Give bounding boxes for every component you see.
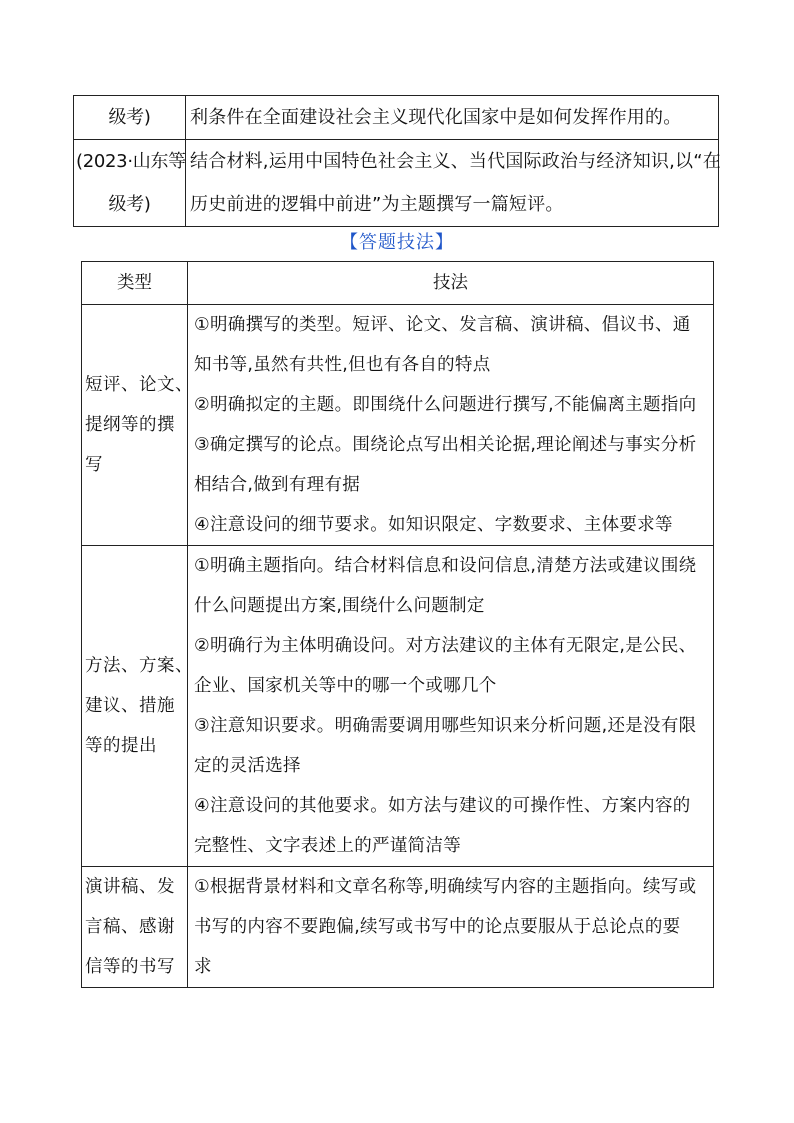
text-line: 利条件在全面建设社会主义现代化国家中是如何发挥作用的。 [190, 107, 682, 128]
text-line: 等的提出 [85, 736, 157, 756]
type-cell [82, 305, 193, 546]
text-line: 言稿、感谢 [85, 917, 175, 937]
text-line: 定的灵活选择 [194, 756, 301, 776]
text-line: ③注意知识要求。明确需要调用哪些知识来分析问题,还是没有限 [194, 716, 697, 736]
text-line: ④注意设问的其他要求。如方法与建议的可操作性、方案内容的 [194, 796, 691, 816]
type-cell [82, 546, 193, 867]
table-row [82, 867, 714, 988]
text-line: 求 [194, 957, 212, 977]
table-row [82, 546, 714, 867]
text-line: 什么问题提出方案,围绕什么问题制定 [194, 596, 485, 616]
table-row [82, 305, 714, 546]
text-line: ④注意设问的细节要求。如知识限定、字数要求、主体要求等 [194, 515, 673, 535]
text-line: 知书等,虽然有共性,但也有各自的特点 [194, 355, 491, 375]
text-line: 短评、论文、 [85, 375, 193, 395]
question-cell [186, 96, 719, 140]
section-heading: 【答题技法】 [340, 232, 454, 253]
text-line: ②明确行为主体明确设问。对方法建议的主体有无限定,是公民、 [194, 636, 697, 656]
text-line: ②明确拟定的主题。即围绕什么问题进行撰写,不能偏离主题指向 [194, 395, 697, 415]
exam-source-cell [74, 140, 186, 227]
text-line: 建议、措施 [85, 696, 175, 716]
text-line: ①明确撰写的类型。短评、论文、发言稿、演讲稿、倡议书、通 [194, 315, 691, 335]
text-line: 信等的书写 [85, 957, 175, 977]
column-header-technique: 技法 [188, 262, 714, 305]
text-line: 方法、方案、 [85, 656, 193, 676]
question-cell [186, 140, 719, 227]
technique-table [81, 261, 714, 988]
text-line: ①根据背景材料和文章名称等,明确续写内容的主题指向。续写或 [194, 877, 697, 897]
text-line: 级考) [108, 107, 151, 128]
text-line: 历史前进的逻辑中前进”为主题撰写一篇短评。 [190, 194, 564, 215]
table-row [74, 96, 719, 140]
text-line: ①明确主题指向。结合材料信息和设问信息,清楚方法或建议围绕 [194, 556, 697, 576]
exam-question-table [73, 95, 719, 227]
technique-cell [188, 867, 714, 988]
exam-source-cell [74, 96, 186, 140]
text-line: (2023·山东等 [76, 151, 186, 172]
table-header-row [82, 262, 714, 305]
text-line: 完整性、文字表述上的严谨简洁等 [194, 836, 461, 856]
column-header-type: 类型 [82, 262, 188, 305]
text-line: 书写的内容不要跑偏,续写或书写中的论点要服从于总论点的要 [194, 917, 681, 937]
technique-cell [188, 546, 714, 867]
text-line: 提纲等的撰 [85, 415, 175, 435]
text-line: 级考) [108, 194, 151, 215]
text-line: 写 [85, 455, 103, 475]
text-line: 相结合,做到有理有据 [194, 475, 361, 495]
table-row [74, 140, 719, 227]
text-line: 演讲稿、发 [85, 877, 175, 897]
type-cell [82, 867, 188, 988]
text-line: 结合材料,运用中国特色社会主义、当代国际政治与经济知识,以“在 [190, 151, 721, 172]
text-line: ③确定撰写的论点。围绕论点写出相关论据,理论阐述与事实分析 [194, 435, 697, 455]
technique-cell [188, 305, 714, 546]
text-line: 企业、国家机关等中的哪一个或哪几个 [194, 676, 497, 696]
